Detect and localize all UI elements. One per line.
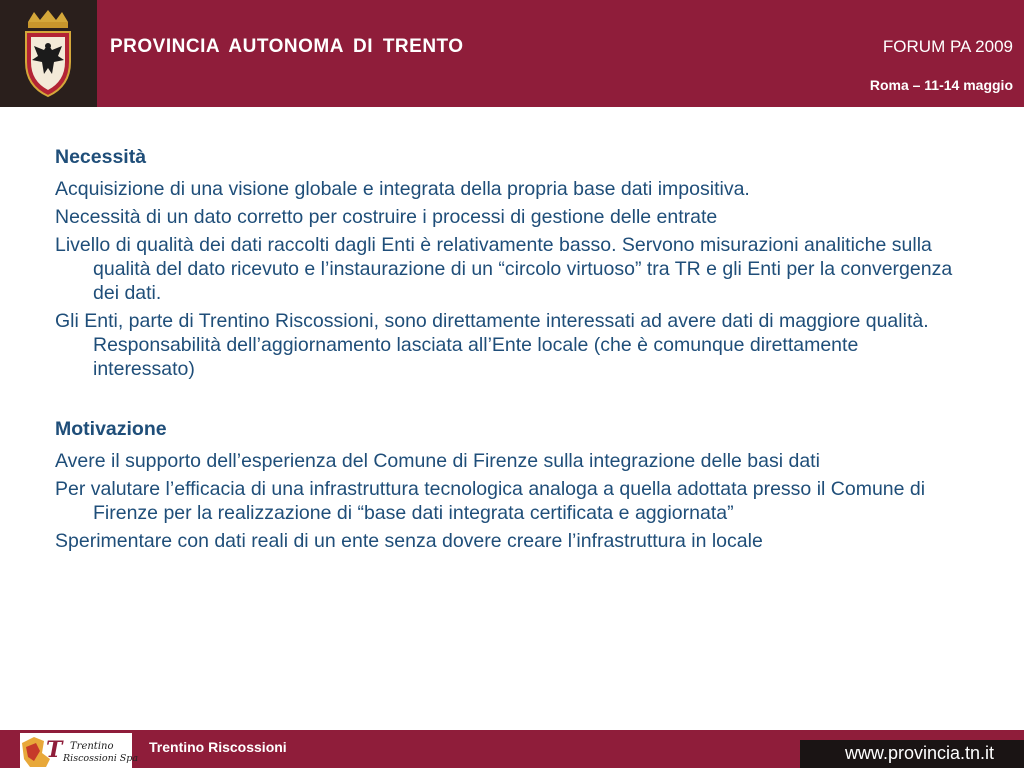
body-paragraph: Per valutare l’efficacia di una infrastruttura tecnologica analoga a quella adottata presso il Comune di Firenze per la realizzazione di “base dati integrata certificata e aggiornata” [55, 478, 926, 524]
slide-content [55, 145, 960, 557]
website-url: www.provincia.tn.it [844, 743, 994, 763]
url-box [800, 740, 1024, 768]
section-heading-necessita: Necessità [55, 146, 147, 168]
logo-text-line2: Riscossioni Spa [63, 753, 139, 764]
logo-text-line1: Trentino [70, 741, 114, 752]
body-paragraph: Acquisizione di una visione globale e integrata della propria base dati impositiva. [55, 178, 750, 200]
org-title: PROVINCIA AUTONOMA DI TRENTO [110, 36, 464, 57]
trentino-riscossioni-logo [20, 733, 139, 768]
footer-label: Trentino Riscossioni [149, 739, 287, 755]
body-paragraph: Livello di qualità dei dati raccolti dagli Enti è relativamente basso. Servono misurazioni analitiche sulla qualità del dato ricevuto e l’instaurazione di un “circolo virtuoso” tra TR e gli Enti per la convergenza dei dati. [55, 234, 953, 304]
body-paragraph: Necessità di un dato corretto per costruire i processi di gestione delle entrate [55, 206, 718, 228]
event-title: FORUM PA 2009 [882, 37, 1013, 56]
body-paragraph: Gli Enti, parte di Trentino Riscossioni, sono direttamente interessati ad avere dati di maggiore qualità. Responsabilità dell’aggiornamento lasciata all’Ente locale (che è comunque direttamente interessato) [55, 310, 929, 380]
svg-text:T: T [46, 737, 63, 763]
section-heading-motivazione: Motivazione [55, 418, 167, 440]
slide-header [0, 0, 1024, 107]
body-paragraph: Avere il supporto dell’esperienza del Comune di Firenze sulla integrazione delle basi dati [55, 450, 820, 472]
logo-box [0, 0, 97, 107]
event-date: Roma – 11-14 maggio [869, 77, 1013, 93]
body-paragraph: Sperimentare con dati reali di un ente senza dovere creare l’infrastruttura in locale [55, 530, 763, 552]
coat-of-arms-icon [20, 10, 76, 98]
slide-footer [0, 730, 1024, 768]
